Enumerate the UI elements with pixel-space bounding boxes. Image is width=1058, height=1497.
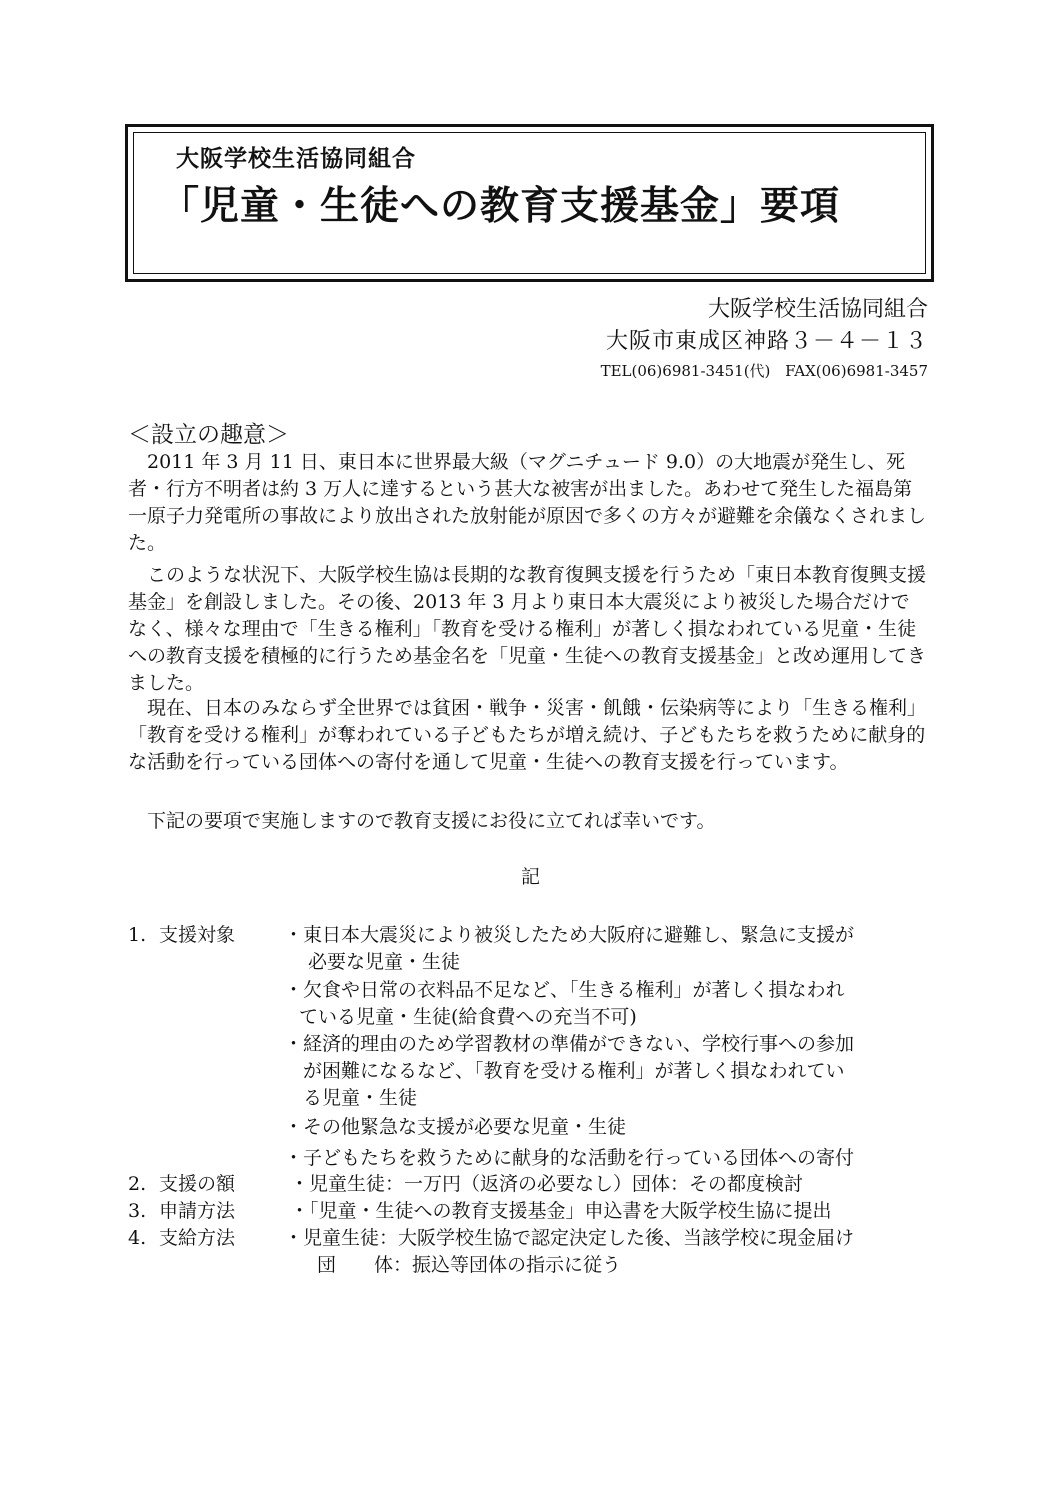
item-line: る児童・生徒 bbox=[303, 1087, 418, 1109]
item-line: ・東日本大震災により被災したため大阪府に避難し、緊急に支援が bbox=[284, 924, 855, 946]
issuer-name: 大阪学校生活協同組合 bbox=[707, 297, 928, 322]
item-number: 2. bbox=[128, 1173, 147, 1195]
title-box bbox=[125, 124, 934, 282]
item-line: ・欠食や日常の衣料品不足など、「生きる権利」が著しく損なわれ bbox=[284, 979, 845, 1001]
item-line: 団 体：振込等団体の指示に従う bbox=[317, 1254, 622, 1276]
item-line: ・児童生徒：一万円（返済の必要なし）団体：その都度検討 bbox=[290, 1173, 804, 1195]
item-line: ・経済的理由のため学習教材の準備ができない、学校行事への参加 bbox=[284, 1033, 855, 1055]
purpose-paragraph: 現在、日本のみならず全世界では貧困・戦争・災害・飢餓・伝染病等により「生きる権利」「教育を受ける権利」が奪われている子どもたちが増え続け、子どもたちを救うために献身的な活動を行っている団体への寄付を通して児童・生徒への教育支援を行っています。 bbox=[128, 697, 927, 773]
purpose-paragraph: 下記の要項で実施しますので教育支援にお役に立てれば幸いです。 bbox=[147, 810, 716, 832]
item-number: 3. bbox=[128, 1200, 147, 1222]
item-line: 必要な児童・生徒 bbox=[308, 951, 461, 973]
item-line: が困難になるなど、「教育を受ける権利」が著しく損なわれてい bbox=[303, 1060, 845, 1082]
section-heading-purpose: ＜設立の趣意＞ bbox=[128, 422, 289, 448]
item-line: ・子どもたちを救うために献身的な活動を行っている団体への寄付 bbox=[284, 1147, 855, 1169]
item-number: 1. bbox=[128, 924, 147, 946]
document-title: 「児童・生徒への教育支援基金」要項 bbox=[160, 184, 841, 229]
issuer-contact: TEL(06)6981-3451(代) FAX(06)6981-3457 bbox=[600, 362, 928, 380]
item-line: ・「児童・生徒への教育支援基金」申込書を大阪学校生協に提出 bbox=[290, 1200, 832, 1222]
item-label: 支援の額 bbox=[159, 1173, 236, 1195]
issuer-address: 大阪市東成区神路３－４－１３ bbox=[605, 329, 928, 354]
item-label: 申請方法 bbox=[159, 1200, 236, 1222]
item-label: 支給方法 bbox=[159, 1227, 236, 1249]
item-line: ている児童・生徒(給食費への充当不可) bbox=[299, 1006, 637, 1028]
organization-name-small: 大阪学校生活協同組合 bbox=[176, 146, 416, 172]
ki-marker: 記 bbox=[521, 866, 541, 888]
item-label: 支援対象 bbox=[159, 924, 236, 946]
item-line: ・児童生徒：大阪学校生協で認定決定した後、当該学校に現金届け bbox=[284, 1227, 855, 1249]
item-line: ・その他緊急な支援が必要な児童・生徒 bbox=[284, 1116, 627, 1138]
purpose-paragraph: 2011 年 3 月 11 日、東日本に世界最大級（マグニチュード 9.0）の大地震が発生し、死者・行方不明者は約 3 万人に達するという甚大な被害が出ました。あわせて発生した福島第一原子力発電所の事故により放出された放射能が原因で多くの方々が避難を余儀なくされました。 bbox=[128, 451, 927, 554]
purpose-paragraph: このような状況下、大阪学校生協は長期的な教育復興支援を行うため「東日本教育復興支援基金」を創設しました。その後、2013 年 3 月より東日本大震災により被災した場合だけでなく、様々な理由で「生きる権利」「教育を受ける権利」が著しく損なわれている児童・生徒への教育支援を積極的に行うため基金名を「児童・生徒への教育支援基金」と改め運用してきました。 bbox=[128, 564, 927, 694]
item-number: 4. bbox=[128, 1227, 147, 1249]
